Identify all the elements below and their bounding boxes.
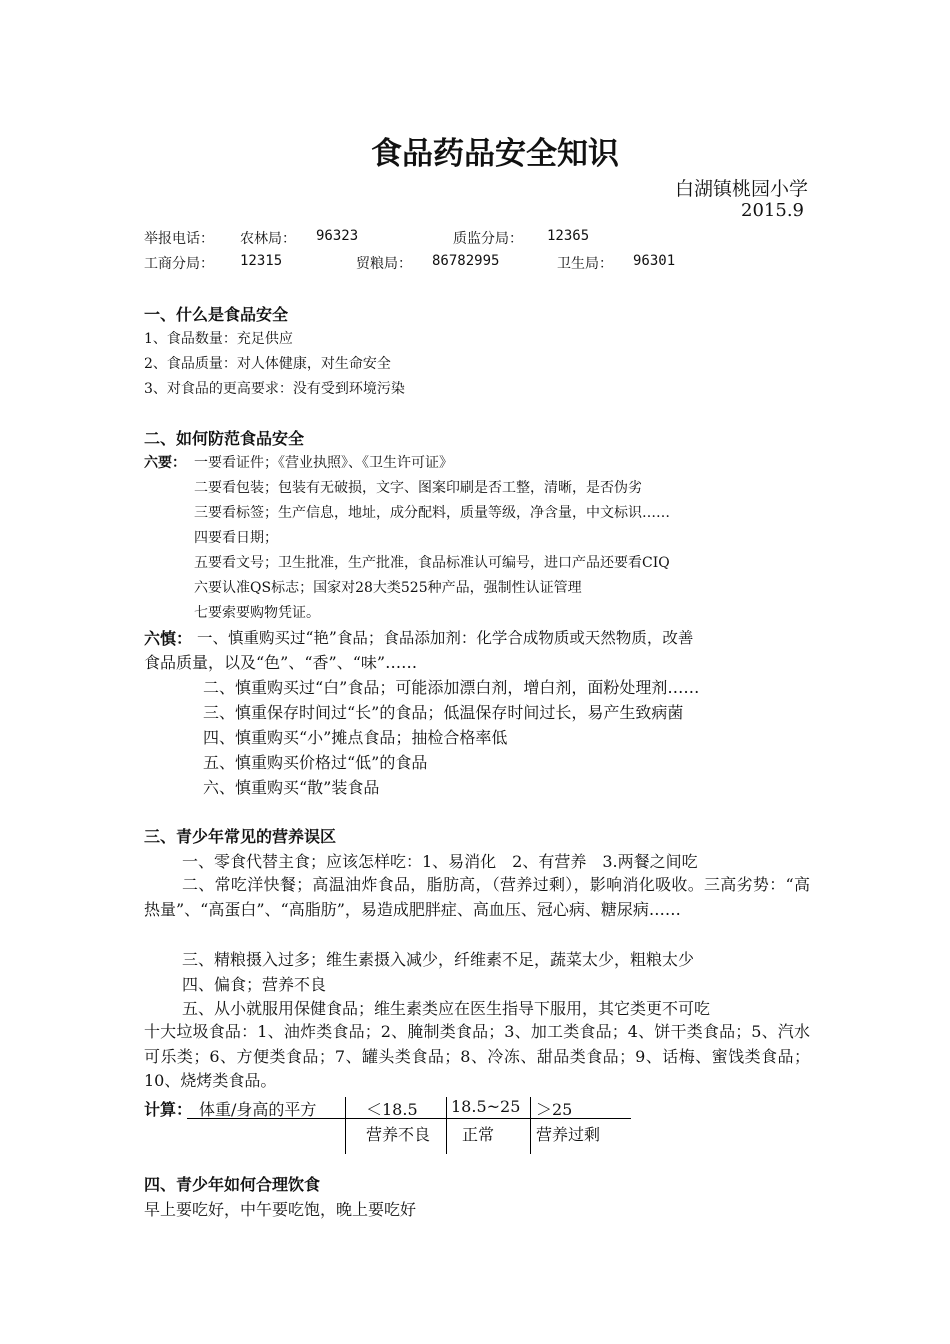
hotline-number: 12365 <box>547 228 590 244</box>
calc-result: 营养不良 <box>366 1125 431 1144</box>
list-item: 四要看日期； <box>194 530 278 546</box>
list-item: 三、精粮摄入过多；维生素摄入减少，纤维素不足，蔬菜太少，粗粮太少 <box>182 950 695 969</box>
hotline-number: 86782995 <box>432 253 500 269</box>
list-item: 三要看标签；生产信息，地址，成分配料，质量等级，净含量，中文标识…… <box>194 505 670 521</box>
page-title: 食品药品安全知识 <box>371 136 619 172</box>
list-item: 一、零食代替主食；应该怎样吃：1、易消化 2、有营养 3.两餐之间吃 <box>182 852 698 871</box>
list-item: 二、常吃洋快餐；高温油炸食品，脂肪高，（营养过剩），影响消化吸收。三高劣势：“高热量”、“高蛋白”、“高脂肪”，易造成肥胖症、高血压、冠心病、糖尿病…… <box>144 875 810 919</box>
list-item: 食品质量，以及“色”、“香”、“味”…… <box>144 653 418 672</box>
hotline-name: 卫生局： <box>557 256 613 272</box>
list-item: 三、慎重保存时间过“长”的食品；低温保存时间过长，易产生致病菌 <box>203 703 684 722</box>
hotline-number: 96301 <box>633 253 676 269</box>
list-item: 六、慎重购买“散”装食品 <box>203 778 380 797</box>
list-item: 早上要吃好，中午要吃饱，晚上要吃好 <box>144 1200 417 1219</box>
calc-result: 营养过剩 <box>536 1125 601 1144</box>
hotline-label: 举报电话： <box>144 231 214 247</box>
list-item: 2、食品质量：对人体健康，对生命安全 <box>144 356 391 372</box>
hotline-name: 农林局： <box>240 231 296 247</box>
list-item: 六要认准QS标志；国家对28大类525种产品，强制性认证管理 <box>194 580 582 596</box>
list-item: 四、慎重购买“小”摊点食品；抽检合格率低 <box>203 728 508 747</box>
section-heading: 一、什么是食品安全 <box>144 305 289 324</box>
calc-formula: 体重/身高的平方 <box>199 1100 317 1119</box>
list-item: 一、慎重购买过“艳”食品；食品添加剂：化学合成物质或天然物质，改善 <box>197 629 694 647</box>
list-item: 一要看证件；《营业执照》、《卫生许可证》 <box>194 455 453 471</box>
list-item: 四、偏食；营养不良 <box>182 975 327 994</box>
hotline-name: 质监分局： <box>453 231 523 247</box>
hotline-name: 工商分局： <box>144 256 214 272</box>
calc-label: 计算： <box>144 1100 193 1119</box>
school-name: 白湖镇桃园小学 <box>674 178 808 200</box>
list-item: 五、慎重购买价格过“低”的食品 <box>203 753 428 772</box>
list-item: 3、对食品的更高要求：没有受到环境污染 <box>144 381 405 397</box>
list-item: 1、食品数量：充足供应 <box>144 331 293 347</box>
list-item: 五、从小就服用保健食品；维生素类应在医生指导下服用，其它类更不可吃 <box>182 999 711 1018</box>
calc-table-divider <box>446 1097 447 1154</box>
calc-table-divider <box>345 1097 346 1154</box>
calc-range: 18.5~25 <box>451 1097 521 1116</box>
calc-range: ＜18.5 <box>366 1100 418 1119</box>
calc-range: ＞25 <box>536 1100 573 1119</box>
list-item: 二要看包装；包装有无破损，文字、图案印刷是否工整，清晰，是否伪劣 <box>194 480 642 496</box>
six-careful-label: 六慎： <box>144 629 193 648</box>
junk-food-paragraph: 十大垃圾食品：1、油炸类食品；2、腌制类食品；3、加工类食品；4、饼干类食品；5、汽水可乐类；6、方便类食品；7、罐头类食品；8、冷冻、甜品类食品；9、话梅、蜜饯类食品；10、烧烤类食品。 <box>144 1022 810 1090</box>
hotline-number: 96323 <box>316 228 359 244</box>
calc-result: 正常 <box>462 1125 495 1144</box>
section-heading: 四、青少年如何合理饮食 <box>144 1175 321 1194</box>
calc-table-divider <box>530 1097 531 1154</box>
six-must-label: 六要： <box>144 455 186 471</box>
hotline-name: 贸粮局： <box>356 256 412 272</box>
section-heading: 三、青少年常见的营养误区 <box>144 827 337 846</box>
list-item: 七要索要购物凭证。 <box>194 605 320 621</box>
list-item: 五要看文号；卫生批准，生产批准，食品标准认可编号，进口产品还要看CIQ <box>194 555 670 571</box>
list-item: 二、慎重购买过“白”食品；可能添加漂白剂，增白剂，面粉处理剂…… <box>203 678 700 697</box>
hotline-number: 12315 <box>240 253 283 269</box>
section-heading: 二、如何防范食品安全 <box>144 429 305 448</box>
calc-table-rule <box>187 1118 631 1119</box>
document-date: 2015.9 <box>741 200 804 221</box>
